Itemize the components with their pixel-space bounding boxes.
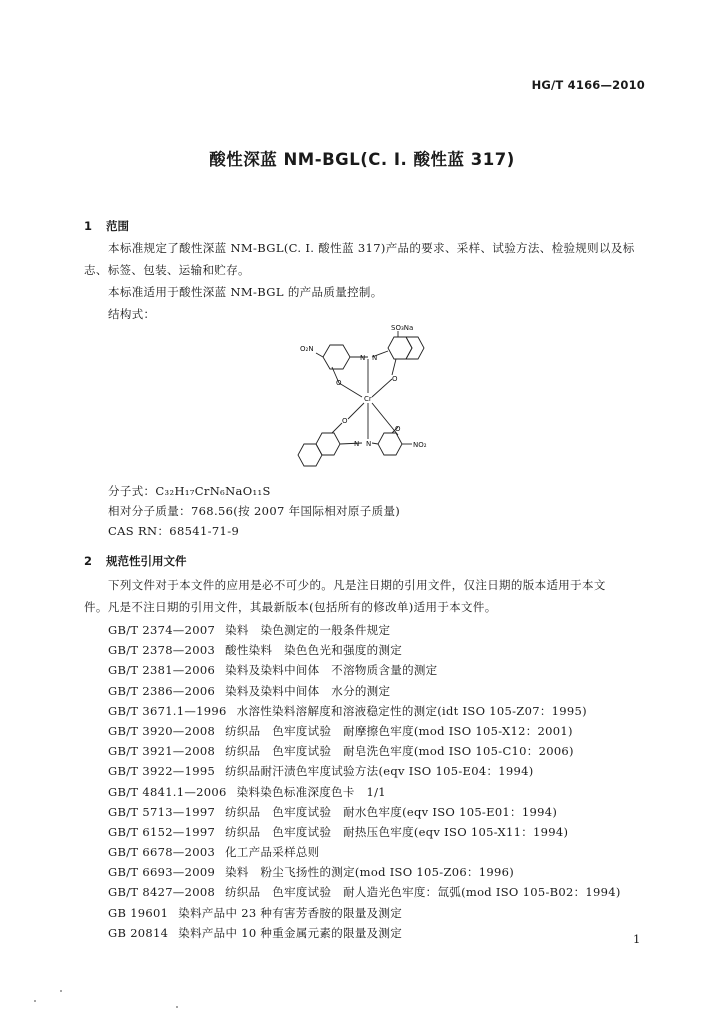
normative-reference-list xyxy=(108,620,621,943)
upper-left-benzene-ring xyxy=(323,345,350,369)
nitro-label-lower: NO₂ xyxy=(413,441,427,449)
lower-right-benzene-ring xyxy=(378,433,402,455)
document-title: 酸性深蓝 NM-BGL(C. I. 酸性蓝 317) xyxy=(209,150,515,169)
structural-formula xyxy=(292,323,442,485)
reference-title: 纺织品 色牢度试验 耐摩擦色牢度(mod ISO 105-X12：2001) xyxy=(225,723,573,738)
standard-number: HG/T 4166—2010 xyxy=(531,78,645,92)
structural-formula-diagram xyxy=(292,323,442,485)
reference-code: GB/T 2386—2006 xyxy=(108,683,216,698)
sulfonate-label: SO₃Na xyxy=(391,324,414,332)
reference-title: 染料 染色测定的一般条件规定 xyxy=(225,623,391,637)
scope-line-2: 志、标签、包装、运输和贮存。 xyxy=(84,263,250,277)
reference-title: 染料及染料中间体 水分的测定 xyxy=(225,683,391,698)
reference-title: 纺织品耐汗渍色牢度试验方法(eqv ISO 105-E04：1994) xyxy=(225,764,534,779)
reference-title: 染料 粉尘飞扬性的测定(mod ISO 105-Z06：1996) xyxy=(225,865,515,880)
reference-code: GB/T 5713—1997 xyxy=(108,804,216,819)
scan-speck xyxy=(34,1000,36,1002)
molecular-formula: 分子式：C₃₂H₁₇CrN₆NaO₁₁S xyxy=(108,484,271,498)
reference-item xyxy=(108,842,621,862)
reference-code: GB/T 6678—2003 xyxy=(108,845,216,860)
oxygen-label-2: O xyxy=(392,375,398,383)
scan-speck xyxy=(176,1006,178,1008)
reference-code: GB/T 6693—2009 xyxy=(108,865,216,880)
reference-title: 染料及染料中间体 不溶物质含量的测定 xyxy=(225,663,438,678)
reference-item xyxy=(108,741,621,761)
reference-item xyxy=(108,923,621,943)
reference-code: GB 19601 xyxy=(108,905,169,920)
page-number: 1 xyxy=(633,932,641,946)
reference-item xyxy=(108,882,621,902)
reference-title: 化工产品采样总则 xyxy=(225,845,320,860)
reference-title: 染料产品中 10 种重金属元素的限量及测定 xyxy=(178,925,403,940)
normative-intro-line-1: 下列文件对于本文件的应用是必不可少的。凡是注日期的引用文件，仅注日期的版本适用于本文 xyxy=(108,578,606,592)
reference-item xyxy=(108,822,621,842)
reference-code: GB/T 3671.1—1996 xyxy=(108,703,227,718)
section-title: 规范性引用文件 xyxy=(106,554,187,568)
reference-item xyxy=(108,862,621,882)
scope-line-1: 本标准规定了酸性深蓝 NM-BGL(C. I. 酸性蓝 317)产品的要求、采样、试验方法、检验规则以及标 xyxy=(108,241,635,255)
reference-title: 纺织品 色牢度试验 耐热压色牢度(eqv ISO 105-X11：1994) xyxy=(225,824,569,839)
reference-item xyxy=(108,701,621,721)
lower-naphthalene-ring-b xyxy=(298,444,322,466)
section-2-heading xyxy=(84,553,187,569)
section-1-heading xyxy=(84,218,129,234)
reference-item xyxy=(108,640,621,660)
nitrogen-label-4: N xyxy=(366,440,372,448)
nitrogen-label-3: N xyxy=(354,440,360,448)
scope-line-3: 本标准适用于酸性深蓝 NM-BGL 的产品质量控制。 xyxy=(108,285,383,299)
reference-code: GB/T 4841.1—2006 xyxy=(108,784,227,799)
reference-code: GB/T 2378—2003 xyxy=(108,643,216,658)
reference-code: GB/T 3920—2008 xyxy=(108,723,216,738)
upper-naphthalene-ring-a xyxy=(388,337,412,359)
section-number: 2 xyxy=(84,554,93,568)
reference-item xyxy=(108,620,621,640)
scan-speck xyxy=(60,990,62,992)
reference-item xyxy=(108,903,621,923)
reference-code: GB/T 2374—2007 xyxy=(108,623,216,637)
chromium-label: Cr xyxy=(364,395,372,403)
reference-title: 染料染色标准深度色卡 1/1 xyxy=(236,784,386,799)
reference-code: GB/T 3921—2008 xyxy=(108,744,216,759)
reference-title: 酸性染料 染色色光和强度的测定 xyxy=(225,643,403,658)
structure-label: 结构式： xyxy=(108,307,156,321)
reference-title: 染料产品中 23 种有害芳香胺的限量及测定 xyxy=(178,905,403,920)
reference-title: 纺织品 色牢度试验 耐水色牢度(eqv ISO 105-E01：1994) xyxy=(225,804,558,819)
reference-title: 纺织品 色牢度试验 耐皂洗色牢度(mod ISO 105-C10：2006) xyxy=(225,744,574,759)
cas-number: CAS RN：68541-71-9 xyxy=(108,524,240,538)
nitrogen-label-2: N xyxy=(372,354,378,362)
reference-code: GB/T 2381—2006 xyxy=(108,663,216,678)
upper-naphthalene-ring-b xyxy=(406,337,424,359)
reference-item xyxy=(108,802,621,822)
oxygen-label-3: O xyxy=(342,417,348,425)
reference-item xyxy=(108,660,621,680)
reference-code: GB/T 6152—1997 xyxy=(108,824,216,839)
nitrogen-label-1: N xyxy=(360,354,366,362)
section-number: 1 xyxy=(84,219,93,233)
reference-item xyxy=(108,761,621,781)
oxygen-label-1: O xyxy=(336,379,342,387)
reference-code: GB 20814 xyxy=(108,925,169,940)
reference-code: GB/T 8427—2008 xyxy=(108,885,216,900)
reference-item xyxy=(108,681,621,701)
lower-naphthalene-ring-a xyxy=(316,433,340,455)
nitro-label-upper: O₂N xyxy=(300,345,314,353)
reference-item xyxy=(108,782,621,802)
reference-code: GB/T 3922—1995 xyxy=(108,764,216,779)
normative-intro-line-2: 件。凡是不注日期的引用文件，其最新版本(包括所有的修改单)适用于本文件。 xyxy=(84,600,497,614)
oxygen-label-4: O xyxy=(395,425,401,433)
molecular-mass: 相对分子质量：768.56(按 2007 年国际相对原子质量) xyxy=(108,504,401,518)
reference-item xyxy=(108,721,621,741)
reference-title: 水溶性染料溶解度和溶液稳定性的测定(idt ISO 105-Z07：1995) xyxy=(236,703,587,718)
section-title: 范围 xyxy=(106,219,129,233)
reference-title: 纺织品 色牢度试验 耐人造光色牢度：氙弧(mod ISO 105-B02：1994) xyxy=(225,885,621,900)
